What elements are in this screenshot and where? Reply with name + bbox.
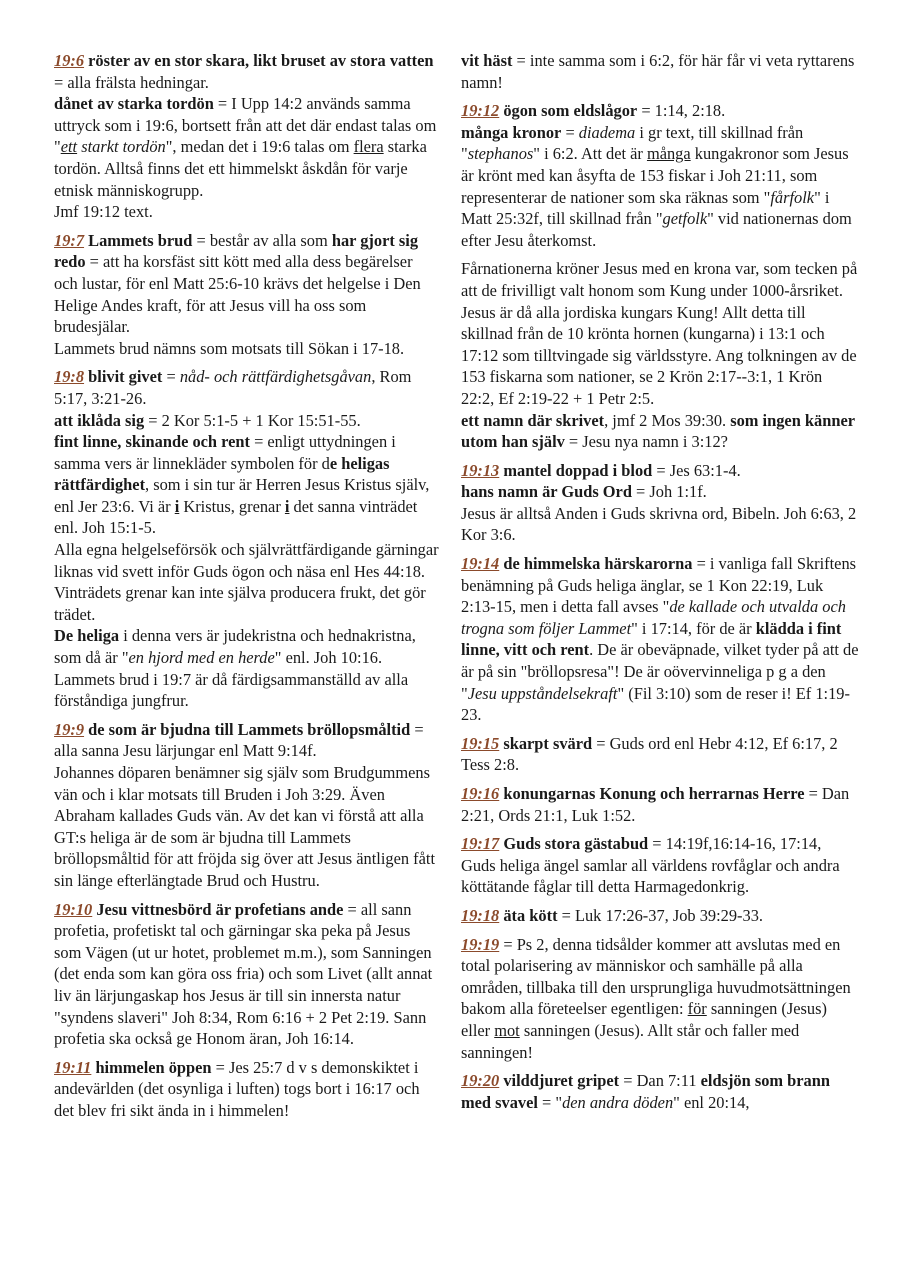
entry-line bbox=[54, 431, 440, 539]
text-run: , som i sin tur är Herren Jesus Kristus själv, enl Jer 23:6. Vi är bbox=[54, 475, 430, 516]
text-run: = Jes 63:1-4. bbox=[652, 460, 741, 480]
commentary-entry bbox=[54, 230, 440, 360]
text-run: = " bbox=[537, 1092, 563, 1112]
text-run: röster av en stor skara, likt bruset av stora vatten bbox=[84, 51, 434, 70]
entry-line bbox=[461, 553, 859, 726]
entry-line bbox=[54, 230, 440, 338]
text-run: Guds stora gästabud bbox=[499, 834, 649, 854]
text-run: hans namn är Guds Ord bbox=[461, 482, 632, 502]
text-run: Fårnationerna kröner Jesus med en krona var, som tecken på att de frivilligt valt honom som Kung under 1000-årsriket. Jesus är då alla jordiska kungars Kung! Allt detta till skillnad från de 10 krönta hornen (kungarna) i 13:1 och 17:12 som tilltvingade sig världsstyre. Ang tolkningen av de 153 fiskarna som nationer, se 2 Krön 2:17--3:1, 1 Krön 22:2, Ef 2:19-22 + 1 Petr 2:5. bbox=[461, 259, 858, 408]
text-run: dånet av starka tordön bbox=[54, 94, 214, 114]
entry-line bbox=[461, 100, 859, 122]
text-run: = alla sanna Jesu lärjungar enl Matt 9:14f. bbox=[54, 719, 424, 761]
commentary-entry bbox=[461, 783, 859, 826]
entry-line bbox=[54, 338, 440, 360]
text-run: = 14:19f,16:14-16, 17:14, Guds heliga ängel samlar all världens rovfåglar och andra köttätande fåglar till detta Harmagedonkrig. bbox=[461, 834, 840, 897]
commentary-entry bbox=[54, 50, 440, 223]
text-run: Lammets brud bbox=[84, 230, 193, 250]
text-run: de himmelska härskarorna bbox=[499, 554, 693, 574]
text-run: = alla frälsta hedningar. bbox=[54, 72, 209, 92]
text-run: äta kött bbox=[499, 905, 558, 925]
commentary-entry bbox=[54, 899, 440, 1050]
text-run: e heligas rättfärdighet bbox=[54, 453, 390, 495]
text-run: Johannes döparen benämner sig själv som Brudgummens vän och i klar motsats till Bruden i Joh 3:29. Även Abraham kallades Guds vän. Av det kan vi förstå att alla GT:s heliga är de som är bjudna till Lammets bröllopsmåltid för att fröjda sig över att Jesus äntligen fått sin länge efterlängtade Brud och Hustru. bbox=[54, 763, 435, 890]
text-run: ", medan det i 19:6 talas om bbox=[165, 137, 354, 157]
text-run: Kristus, grenar bbox=[179, 496, 285, 516]
text-run: har gjort sig redo bbox=[54, 230, 419, 272]
text-run: vilddjuret gripet bbox=[499, 1071, 620, 1091]
commentary-entry bbox=[461, 553, 859, 726]
entry-line bbox=[54, 899, 440, 1050]
text-run: i gr text, till skillnad från " bbox=[461, 122, 804, 164]
text-run: = all sann profetia, profetiskt tal och gärningar ska peka på Jesus som Vägen (ut ur hotet, problemet m.m.), som Sanningen (det enda som kan göra oss fria) och som Livet (allt annat liv än lärjungaskap hos Jesus är till sin innersta natur "syndens slaveri" Joh 8:34, Rom 6:16 + 2 Pet 2:19. Sann profetia ska också ge Honom äran, Joh 16:14. bbox=[54, 899, 433, 1049]
text-run: Lammets brud nämns som motsats till Sökan i 17-18. bbox=[54, 338, 405, 358]
text-run: vit häst bbox=[461, 51, 513, 70]
text-run: himmelen öppen bbox=[91, 1057, 212, 1077]
text-run: " i 17:14, för de är bbox=[631, 618, 756, 638]
entry-line bbox=[54, 762, 440, 892]
text-run: blivit givet bbox=[84, 367, 163, 387]
entry-line bbox=[54, 539, 440, 625]
text-run: Jesu vittnesbörd är profetians ande bbox=[92, 899, 344, 919]
verse-reference: 19:9 bbox=[54, 719, 85, 739]
text-run: Alla egna helgelseförsök och självrättfärdigande gärningar liknas vid svett inför Guds ögon och näsa enl Hes 44:18. Vinträdets grenar kan inte själva producera frukt, det gör trädet. bbox=[54, 540, 439, 624]
text-run: = enligt uttydningen i samma vers är linnekläder symbolen för d bbox=[54, 432, 396, 473]
text-run: " i 6:2. Att det är bbox=[533, 144, 647, 164]
entry-line bbox=[461, 934, 859, 1064]
text-run: " vid nationernas dom efter Jesu återkomst. bbox=[461, 209, 852, 250]
text-run: ett namn där skrivet bbox=[461, 410, 605, 430]
verse-reference: 19:12 bbox=[461, 101, 500, 121]
text-run: = Luk 17:26-37, Job 39:29-33. bbox=[557, 905, 763, 925]
text-run: = bbox=[561, 122, 579, 142]
verse-reference: 19:14 bbox=[461, 554, 500, 574]
commentary-entry bbox=[461, 934, 859, 1064]
entry-line bbox=[461, 122, 859, 252]
text-run: kungakronor som Jesus är krönt med kan åsyfta de 153 fiskar i Joh 21:11, som representerar de nationer som ska räknas som " bbox=[461, 144, 849, 207]
text-run: " enl 20:14, bbox=[673, 1092, 750, 1112]
text-run: mantel doppad i blod bbox=[499, 460, 653, 480]
text-run: fint linne, skinande och rent bbox=[54, 432, 250, 452]
commentary-entry bbox=[461, 733, 859, 776]
text-run: ett bbox=[60, 137, 78, 157]
text-run: de kallade och utvalda och trogna som följer Lammet bbox=[461, 597, 846, 638]
commentary-entry bbox=[461, 833, 859, 898]
text-run: = inte samma som i 6:2, för här får vi veta ryttarens namn! bbox=[461, 51, 855, 92]
text-run: = Ps 2, denna tidsålder kommer att avslutas med en total polarisering av människor och samhälle på alla områden, tillbaka till den ursprungliga huvudmotsättningen bakom alla företeelser egentligen: bbox=[461, 934, 851, 1019]
text-run: diadema bbox=[578, 122, 636, 142]
text-run: en hjord med en herde bbox=[128, 648, 275, 668]
entry-line bbox=[54, 410, 440, 432]
text-run: = Joh 1:1f. bbox=[631, 482, 707, 502]
text-run: eldsjön som brann med svavel bbox=[461, 1071, 830, 1112]
text-run: starkt tordön bbox=[77, 137, 166, 157]
text-run: = Jesu nya namn i 3:12? bbox=[564, 432, 728, 452]
text-run: = I Upp 14:2 används samma uttryck som i 19:6, bortsett från att det där endast talas om " bbox=[54, 94, 437, 157]
entry-line bbox=[461, 258, 859, 409]
text-run: . De är obeväpnade, vilket tyder på att de är på sin "bröllopsresa"! De är oövervinneliga p g a den " bbox=[461, 640, 859, 703]
commentary-entry bbox=[461, 460, 859, 546]
verse-reference: 19:17 bbox=[461, 834, 500, 854]
verse-reference: 19:13 bbox=[461, 460, 500, 480]
text-run: Jmf 19:12 text. bbox=[54, 202, 153, 222]
text-run: " enl. Joh 10:16. Lammets brud i 19:7 är då färdigsammanställd av alla förståndiga jungfrur. bbox=[54, 648, 409, 711]
text-run: den andra döden bbox=[562, 1092, 674, 1112]
text-run: , Rom 5:17, 3:21-26. bbox=[54, 367, 412, 408]
text-run: sanningen (Jesus). Allt står och faller med sanningen! bbox=[461, 1020, 800, 1062]
entry-line bbox=[461, 733, 859, 776]
entry-line bbox=[54, 50, 440, 93]
entry-line bbox=[54, 201, 440, 223]
text-run: Jesu uppståndelsekraft bbox=[467, 683, 618, 703]
right-column bbox=[461, 50, 859, 1120]
text-run: = i vanliga fall Skriftens benämning på Guds heliga änglar, se 1 Kon 22:19, Luk 2:13-15, men i detta fall avses " bbox=[461, 554, 857, 617]
text-run: , jmf 2 Mos 39:30. bbox=[604, 410, 731, 430]
verse-reference: 19:11 bbox=[54, 1057, 92, 1077]
text-run: " (Fil 3:10) som de reser i! Ef 1:19-23. bbox=[461, 683, 850, 725]
text-run: getfolk bbox=[662, 209, 708, 229]
text-run: många kronor bbox=[461, 122, 562, 142]
text-run: skarpt svärd bbox=[499, 733, 593, 753]
text-run: = att ha korsfäst sitt kött med alla dess begärelser och lustar, för enl Matt 25:6-10 krävs det helgelse i Den Helige Andes kraft, för att Jesus vill ha oss som brudesjälar. bbox=[54, 252, 421, 337]
text-run: stephanos bbox=[467, 144, 534, 164]
text-run: = 2 Kor 5:1-5 + 1 Kor 15:51-55. bbox=[144, 410, 361, 430]
entry-line bbox=[54, 719, 440, 762]
text-run: de som är bjudna till Lammets bröllopsmåltid bbox=[84, 719, 411, 739]
text-run: för bbox=[687, 999, 707, 1019]
entry-line bbox=[461, 1070, 859, 1113]
commentary-entry bbox=[461, 905, 859, 927]
text-run: i bbox=[174, 496, 180, 516]
entry-line bbox=[54, 625, 440, 711]
text-run: konungarnas Konung och herrarnas Herre bbox=[499, 784, 805, 803]
text-run: många bbox=[646, 144, 691, 164]
text-run: flera bbox=[353, 137, 384, 157]
entry-line bbox=[461, 503, 859, 546]
text-run: ögon som eldslågor bbox=[499, 101, 638, 121]
text-run: De heliga bbox=[54, 626, 120, 646]
text-run: det sanna vinträdet enl. Joh 15:1-5. bbox=[54, 496, 418, 538]
text-run: = består av alla som bbox=[192, 230, 332, 250]
verse-reference: 19:10 bbox=[54, 899, 93, 919]
verse-reference: 19:18 bbox=[461, 905, 500, 925]
text-run: " i Matt 25:32f, till skillnad från " bbox=[461, 187, 830, 229]
entry-line bbox=[461, 783, 859, 826]
verse-reference: 19:7 bbox=[54, 230, 85, 250]
verse-reference: 19:20 bbox=[461, 1071, 500, 1091]
text-run: = Guds ord enl Hebr 4:12, Ef 6:17, 2 Tess 2:8. bbox=[461, 733, 838, 775]
verse-reference: 19:15 bbox=[461, 733, 500, 753]
text-run: sanningen (Jesus) eller bbox=[461, 999, 827, 1040]
text-run: nåd- och rättfärdighetsgåvan bbox=[179, 367, 372, 387]
commentary-entry bbox=[54, 719, 440, 892]
commentary-entry bbox=[54, 1057, 440, 1122]
entry-line bbox=[461, 481, 859, 503]
verse-reference: 19:16 bbox=[461, 784, 500, 803]
text-run: starka tordön. Alltså finns det ett himmelskt åskdån för varje etnisk människogrupp. bbox=[54, 137, 427, 200]
verse-reference: 19:19 bbox=[461, 934, 500, 954]
text-run: = 1:14, 2:18. bbox=[637, 101, 726, 121]
entry-line bbox=[54, 366, 440, 409]
commentary-entry bbox=[54, 366, 440, 712]
entry-line bbox=[461, 460, 859, 482]
text-run: i denna vers är judekristna och hednakristna, som då är " bbox=[54, 626, 416, 668]
entry-line bbox=[461, 410, 859, 453]
text-run: = Dan 2:21, Ords 21:1, Luk 1:52. bbox=[461, 784, 850, 825]
commentary-entry bbox=[461, 1070, 859, 1113]
text-run: fårfolk bbox=[770, 187, 815, 207]
entry-line bbox=[461, 833, 859, 898]
text-run: i bbox=[284, 496, 290, 516]
entry-line bbox=[461, 50, 859, 93]
verse-reference: 19:6 bbox=[54, 51, 85, 70]
text-run: klädda i fint linne, vitt och rent bbox=[461, 618, 842, 660]
text-run: = bbox=[162, 367, 180, 387]
verse-reference: 19:8 bbox=[54, 367, 85, 387]
commentary-entry bbox=[461, 100, 859, 251]
text-run: som ingen känner utom han själv bbox=[461, 410, 855, 452]
commentary-entry bbox=[461, 50, 859, 93]
text-run: Jesus är alltså Anden i Guds skrivna ord, Bibeln. Joh 6:63, 2 Kor 3:6. bbox=[461, 503, 857, 545]
text-run: = Dan 7:11 bbox=[619, 1071, 701, 1091]
text-run: = Jes 25:7 d v s demonskiktet i andevärlden (det osynliga i luften) togs bort i 16:17 och det blev fri sikt ända in i himmelen! bbox=[54, 1057, 420, 1120]
text-run: mot bbox=[494, 1020, 520, 1040]
entry-line bbox=[54, 93, 440, 201]
entry-line bbox=[54, 1057, 440, 1122]
entry-line bbox=[461, 905, 859, 927]
left-column bbox=[54, 50, 440, 1129]
text-run: att iklåda sig bbox=[54, 410, 145, 430]
commentary-entry bbox=[461, 258, 859, 452]
